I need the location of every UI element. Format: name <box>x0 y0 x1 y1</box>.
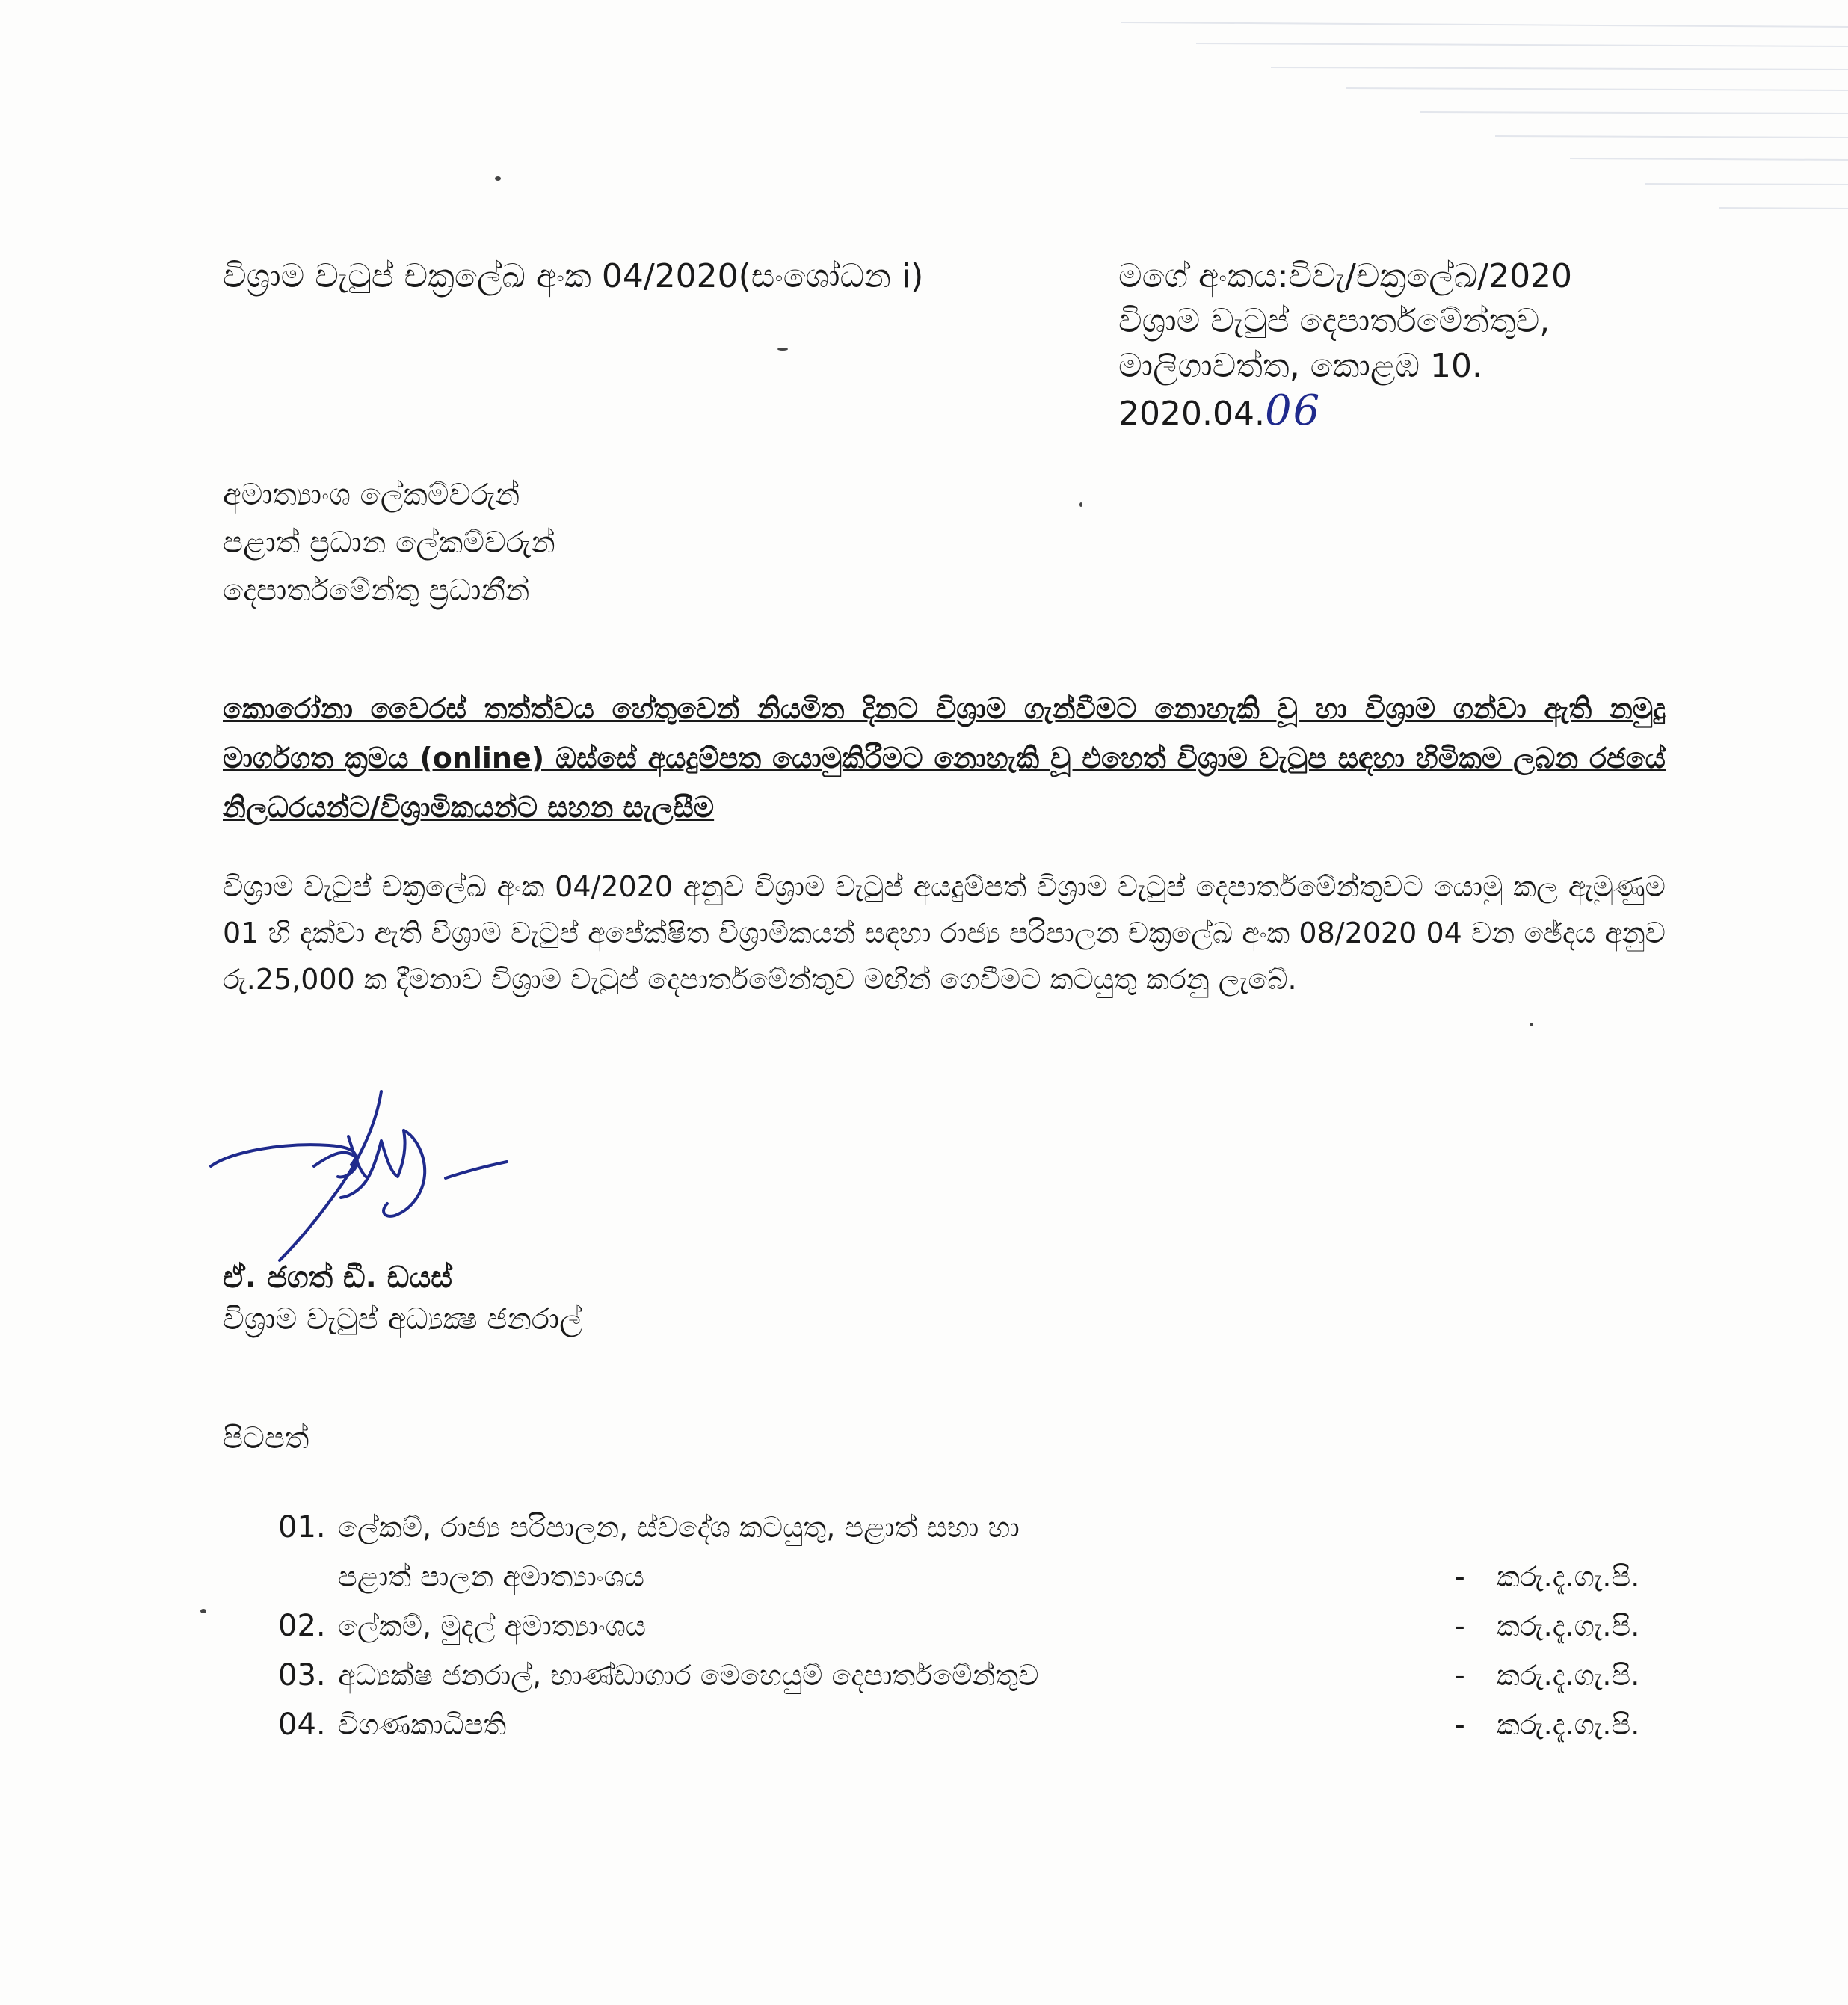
copy-action: කරු.දැ.ගැ.පි. <box>1497 1659 1640 1692</box>
copy-action: කරු.දැ.ගැ.පි. <box>1497 1708 1640 1741</box>
signer-block <box>223 1256 582 1341</box>
signer-title: විශ්‍රාම වැටුප් අධ්‍යක්‍ෂ ජනරාල් <box>223 1302 582 1337</box>
signer-name: ඒ. ජගත් ඩී. ඩයස් <box>223 1260 452 1295</box>
letter-body: විශ්‍රාම වැටුප් චක්‍රලේඛ අංක 04/2020 අනුව විශ්‍රාම වැටුප් අයදුම්පත් විශ්‍රාම වැටුප් දෙපාර්තමේන්තුවට යොමු කල ඇමුණුම 01 හි දක්වා ඇති විශ්‍රාම වැටුප් අපේක්ෂිත විශ්‍රාමිකයන් සඳහා රාජ්‍ය පරිපාලන චක්‍රලේඛ අංක 08/2020 04 වන ඡේදය අනුව රු.25,000 ක දීමනාව විශ්‍රාම වැටුප් දෙපාර්තමේන්තුව මඟින් ගෙවීමට කටයුතු කරනු ලැබේ. <box>223 870 1666 996</box>
copy-number: 01. <box>278 1510 326 1544</box>
scan-artifact-lines <box>0 0 1848 239</box>
copy-recipient: ලේකම්, රාජ්‍ය පරිපාලන, ස්වදේශ කටයුතු, පළාත් සභා හා <box>338 1511 1020 1544</box>
department-name: විශ්‍රාම වැටුප් දෙපාර්තමේන්තුව, <box>1118 302 1550 340</box>
copy-item-continuation <box>278 1552 1684 1601</box>
copy-number: 04. <box>278 1707 326 1742</box>
copy-dash: - <box>1455 1560 1465 1593</box>
copy-recipient: පළාත් පාලන අමාත්‍යාංශය <box>338 1560 644 1593</box>
copy-dash: - <box>1455 1659 1465 1692</box>
letter-date <box>1118 386 1572 435</box>
copy-item <box>278 1651 1684 1700</box>
copy-number: 03. <box>278 1658 326 1693</box>
copies-list <box>278 1503 1684 1749</box>
my-reference: මගේ අංකය:විවැ/චක්‍රලේඛ/2020 <box>1118 257 1573 295</box>
recipients-block <box>223 471 555 615</box>
scan-speck <box>1530 1023 1533 1026</box>
department-address: මාලිගාවත්ත, කොළඹ 10. <box>1118 347 1482 385</box>
copy-recipient: විගණකාධිපති <box>338 1708 507 1741</box>
recipient-line: පළාත් ප්‍රධාන ලේකම්වරුන් <box>223 526 555 560</box>
scan-speck <box>495 176 501 181</box>
copy-item <box>278 1601 1684 1651</box>
copy-dash: - <box>1455 1610 1465 1642</box>
copy-number: 02. <box>278 1609 326 1643</box>
copy-item <box>278 1503 1684 1552</box>
letter-subject: කොරෝනා වෛරස් තත්ත්වය හේතුවෙන් නියමිත දිනට විශ්‍රාම ගැන්වීමට නොහැකි වූ හා විශ්‍රාම ගන්වා ඇති නමුදු මාර්ගගත ක්‍රමය (online) ඔස්සේ අයදුම්පත යොමුකිරීමට නොහැකි වූ එහෙත් විශ්‍රාම වැටුප සඳහා හිමිකම ලබන රජයේ නිලධරයන්ට/විශ්‍රාමිකයන්ට සහන සැලසීම <box>223 692 1666 824</box>
copy-dash: - <box>1455 1708 1465 1741</box>
date-handwritten-day: 06 <box>1264 386 1322 435</box>
copy-item <box>278 1700 1684 1749</box>
handwritten-signature <box>202 1084 531 1263</box>
copy-recipient: අධ්‍යක්ෂ ජනරාල්, භාණ්ඩාගාර මෙහෙයුම් දෙපාර්තමේන්තුව <box>338 1659 1039 1692</box>
scan-speck <box>777 348 788 351</box>
recipient-line: අමාත්‍යාංශ ලේකම්වරුන් <box>223 478 520 512</box>
date-printed: 2020.04. <box>1118 395 1265 433</box>
recipient-line: දෙපාර්තමේන්තු ප්‍රධානීන් <box>223 573 530 608</box>
scan-speck <box>200 1609 206 1613</box>
reference-block <box>1118 254 1572 434</box>
circular-reference: විශ්‍රාම වැටුප් චක්‍රලේඛ අංක 04/2020(සංශෝධන i) <box>223 257 924 295</box>
copy-recipient: ලේකම්, මුදල් අමාත්‍යාංශය <box>338 1610 647 1642</box>
copy-action: කරු.දැ.ගැ.පි. <box>1497 1560 1640 1593</box>
scan-speck <box>1079 502 1082 507</box>
copy-action: කරු.දැ.ගැ.පි. <box>1497 1610 1640 1642</box>
copies-heading: පිටපත් <box>223 1421 309 1456</box>
